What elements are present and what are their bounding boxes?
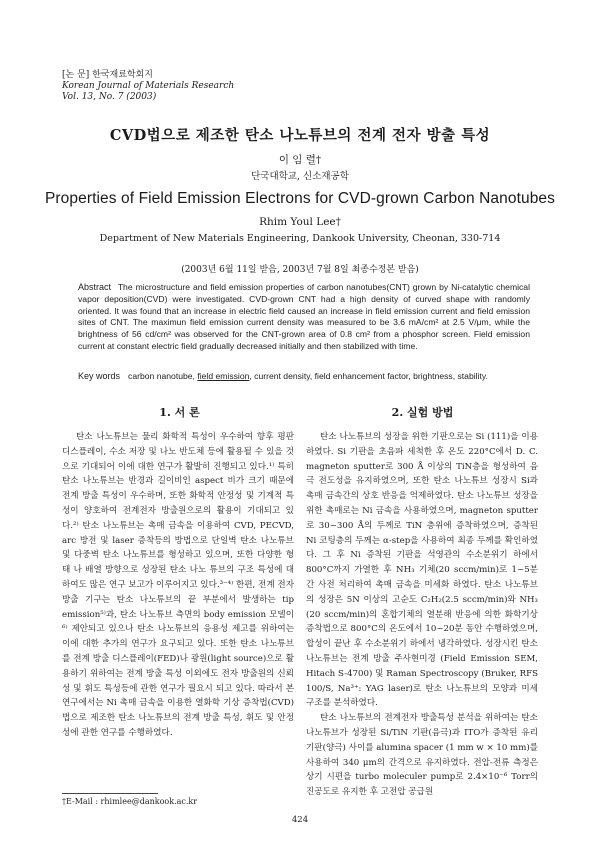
journal-name-en: Korean Journal of Materials Research bbox=[62, 81, 235, 91]
section-2-heading: 2. 실험 방법 bbox=[391, 406, 454, 419]
title-korean: CVD법으로 제조한 탄소 나노튜브의 전계 전자 방출 특성 bbox=[109, 127, 491, 144]
keywords-underlined: field emission bbox=[197, 371, 250, 381]
section-2-paragraph: 탄소 나노튜브의 성장을 위한 기판으로는 Si (111)을 이용하였다. Si 기판을 초음파 세척한 후 온도 220°C에서 D. C. magneton sputter로 300 Å 이상의 TiN층을 형성하여 음극 전도성을 유지하였으며, 또한 탄소 나노튜브 성장시 Si과 촉매 금속간의 상호 반응을 억제하였다. 탄소 나노튜브 성장을 위한 촉매로는 Ni 금속을 사용하였으며, magneton sputter로 30~300 Å의 두께로 TiN 층위에 증착하였으며, 증착된 Ni 코팅층의 두께는 α-step을 사용하여 최종 두께를 확인하였다. 그 후 Ni 증착된 기판을 석영관의 수소분위기 하에서 800°C까지 가열한 후 NH₃ 기체(20 sccm/min)로 1~5분 간 사전 처리하여 촉매 금속을 미세화 하였다. 탄소 나노튜브의 성장은 5N 이상의 고순도 C₂H₂(2.5 sccm/min)와 NH₃ (20 sccm/min)의 혼합기체의 열분해 반응에 의한 화학기상 증착법으로 800°C의 온도에서 10~20분 동안 수행하였으며, 합성이 끝난 후 수소분위기 하에서 냉각하였다. 성장시킨 탄소 나노튜브는 전계 방출 주사현미경 (Field Emission SEM, Hitach S-4700) 및 Raman Spectroscopy (Bruker, RFS 100/S, Na³⁺: YAG laser)로 탄소 나노튜브의 모양과 미세 구조를 분석하였다. bbox=[306, 432, 538, 709]
title-english: Properties of Field Emission Electrons for CVD-grown Carbon Nanotubes bbox=[44, 190, 555, 207]
left-column bbox=[62, 430, 294, 741]
section-1-paragraph: 탄소 나노튜브는 물리 화학적 특성이 우수하여 향후 평판 디스플레이, 수소 저장 및 나노 반도체 등에 활용될 수 있을 것으로 기대되어 이에 대한 연구가 활발히 진행되고 있다.¹⁾ 특히 탄소 나노튜브는 반경과 길이비인 aspect 비가 크기 때문에 전계 방출 특성이 우수하며, 또한 화학적 안정성 및 기계적 특성이 양호하여 전계전자 방출원으로의 활용이 기대되고 있다.²⁾ 탄소 나노튜브는 촉매 금속을 이용하여 CVD, PECVD, arc 방전 및 laser 증착등의 방법으로 단일벽 탄소 나노튜브 및 다중벽 탄소 나노튜브를 형성하고 있으며, 또한 다양한 형태 나 배열 방향으로 성장된 탄소 나노 튜브의 구조 특성에 대하여도 많은 연구 보고가 이루어지고 있다.³⁻⁴⁾ 한편, 전계 전자 방출 기구는 탄소 나노튜브의 끝 부분에서 발생하는 tip emission⁵⁾과, 탄소 나노튜브 측면의 body emission 모델이⁶⁾ 제안되고 있으나 탄소 나노튜브의 응용성 제고를 위하여는 이에 대한 추가의 연구가 요구되고 있다. 또한 탄소 나노튜브를 전계 방출 디스플레이(FED)나 광원(light source)으로 활용하기 위하여는 전계 방출 특성 이외에도 전자 방출원의 신뢰성 및 휘도 특성등에 관한 연구가 필요시 되고 있다. 따라서 본 연구에서는 Ni 촉매 금속을 이용한 열화학 기상 증착법(CVD)법으로 제조한 탄소 나노튜브의 전계 방출 특성, 휘도 및 안정성에 관한 연구를 수행하였다. bbox=[62, 432, 294, 738]
abstract-label: Abstract bbox=[78, 282, 112, 292]
received-dates: (2003년 6월 11일 받음, 2003년 7월 8일 최종수정본 받음) bbox=[181, 265, 419, 275]
right-column bbox=[306, 430, 538, 800]
keywords-text-after: , current density, field enhancement factor, brightness, stability. bbox=[249, 371, 488, 381]
affiliation-english: Department of New Materials Engineering, Dankook University, Cheonan, 330-714 bbox=[99, 233, 501, 244]
author-english: Rhim Youl Lee† bbox=[259, 216, 341, 228]
journal-header bbox=[62, 70, 234, 103]
abstract bbox=[78, 282, 530, 353]
keywords-text-before: carbon nanotube, bbox=[128, 371, 198, 381]
journal-volume: Vol. 13, No. 7 (2003) bbox=[62, 92, 157, 102]
author-korean: 이 임 렬† bbox=[278, 154, 322, 166]
journal-name-ko: [논 문] 한국재료학회지 bbox=[62, 70, 153, 80]
abstract-text: The microstructure and field emission properties of carbon nanotubes(CNT) grown by Ni-catalytic chemical vapor deposition(CVD) were investigated. CVD-grown CNT had a high density of curved shape with randomly oriented. It was found that an increase in electric field caused an increase in field emission current and field emission sites of CNT. The maximun field emission current density was measured to be 3.6 mA/cm² at 2.5 V/μm, while the brightness of 56 cd/cm² was observed for the CNT-grown area of 0.8 cm² from a phosphor screen. Field emission current at constant electric field gradually decreased initially and then stabilized with time. bbox=[78, 282, 530, 351]
section-1-heading: 1. 서 론 bbox=[159, 406, 200, 419]
footnote-email: †E-Mail : rhimlee@dankook.ac.kr bbox=[62, 797, 198, 806]
footnote-rule bbox=[62, 793, 158, 794]
section-2-paragraph: 탄소 나노튜브의 전계전자 방출특성 분석을 위하여는 탄소 나노튜브가 성장된 Si/TiN 기판(음극)과 ITO가 증착된 유리기판(양극) 사이를 alumina spacer (1 mm w × 10 mm)를 사용하여 340 μm의 간격으로 유지하였다. 전압-전류 측정은 상기 시편을 turbo moleculer pump로 2.4×10⁻⁶ Torr의 진공도로 유지한 후 고전압 공급원 bbox=[306, 713, 538, 798]
keywords bbox=[78, 370, 548, 382]
page-number: 424 bbox=[291, 815, 309, 825]
affiliation-korean: 단국대학교, 신소재공학 bbox=[251, 171, 349, 182]
keywords-label: Key words bbox=[78, 371, 121, 381]
